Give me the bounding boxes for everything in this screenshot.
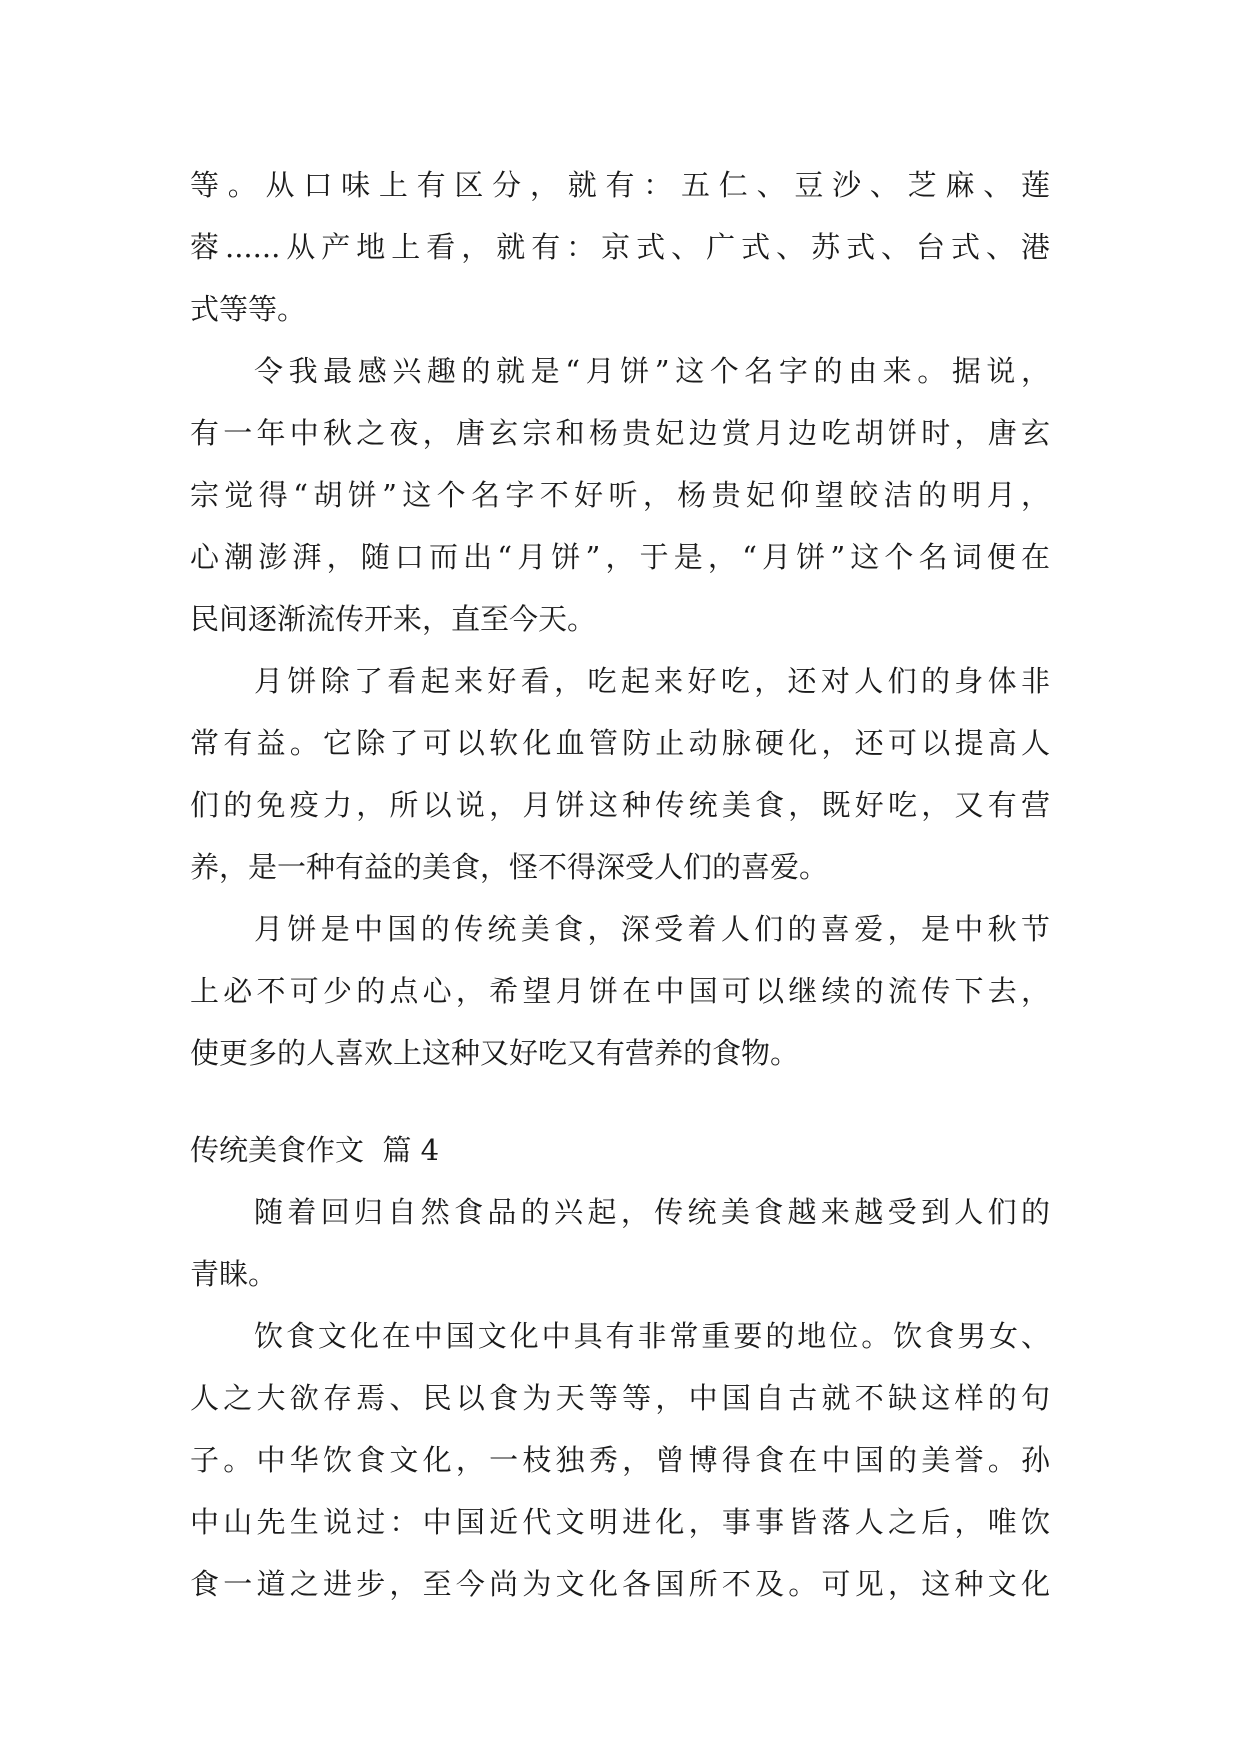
paragraph-line: 月饼是中国的传统美食，深受着人们的喜爱，是中秋节 [254, 912, 1050, 946]
paragraph-line: 式等等。 [190, 292, 307, 326]
paragraph-line: 民间逐渐流传开来，直至今天。 [190, 602, 597, 636]
paragraph-line: 月饼除了看起来好看，吃起来好吃，还对人们的身体非 [254, 664, 1050, 698]
paragraph-line: 有一年中秋之夜，唐玄宗和杨贵妃边赏月边吃胡饼时，唐玄 [190, 416, 1050, 450]
paragraph-line: 蓉......从产地上看，就有：京式、广式、苏式、台式、港 [190, 230, 1050, 264]
paragraph-line: 中山先生说过：中国近代文明进化，事事皆落人之后，唯饮 [190, 1505, 1050, 1539]
paragraph-line: 养，是一种有益的美食，怪不得深受人们的喜爱。 [190, 850, 829, 884]
paragraph-line: 青睐。 [190, 1257, 278, 1291]
paragraph-line: 随着回归自然食品的兴起，传统美食越来越受到人们的 [254, 1195, 1050, 1229]
paragraph-line: 饮食文化在中国文化中具有非常重要的地位。饮食男女、 [254, 1319, 1050, 1353]
paragraph-line: 常有益。它除了可以软化血管防止动脉硬化，还可以提高人 [190, 726, 1050, 760]
paragraph-line: 使更多的人喜欢上这种又好吃又有营养的食物。 [190, 1036, 800, 1070]
paragraph-line: 心潮澎湃，随口而出“月饼”，于是，“月饼”这个名词便在 [190, 540, 1050, 574]
section-heading: 传统美食作文 篇 4 [190, 1133, 440, 1167]
paragraph-line: 食一道之进步，至今尚为文化各国所不及。可见，这种文化 [190, 1567, 1050, 1601]
paragraph-line: 子。中华饮食文化，一枝独秀，曾博得食在中国的美誉。孙 [190, 1443, 1050, 1477]
paragraph-line: 等。从口味上有区分，就有：五仁、豆沙、芝麻、莲 [190, 168, 1050, 202]
paragraph-line: 人之大欲存焉、民以食为天等等，中国自古就不缺这样的句 [190, 1381, 1050, 1415]
paragraph-line: 们的免疫力，所以说，月饼这种传统美食，既好吃，又有营 [190, 788, 1050, 822]
paragraph-line: 上必不可少的点心，希望月饼在中国可以继续的流传下去， [190, 974, 1050, 1008]
paragraph-line: 令我最感兴趣的就是“月饼”这个名字的由来。据说， [254, 354, 1050, 388]
paragraph-line: 宗觉得“胡饼”这个名字不好听，杨贵妃仰望皎洁的明月， [190, 478, 1050, 512]
